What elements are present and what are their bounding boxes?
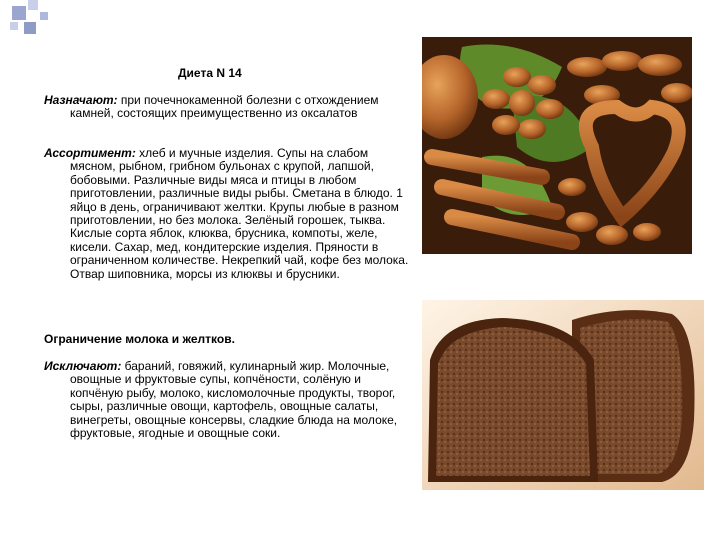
assortment-paragraph xyxy=(44,147,415,281)
assortment-label: Ассортимент: xyxy=(44,146,136,160)
restriction-paragraph: Ограничение молока и желтков. xyxy=(44,332,235,346)
pastries-photo xyxy=(422,37,692,254)
decorative-square xyxy=(24,22,36,34)
page-title: Диета N 14 xyxy=(178,66,242,80)
prescribed-label: Назначают: xyxy=(44,93,118,107)
excluded-label: Исключают: xyxy=(44,359,122,373)
decorative-square xyxy=(28,0,38,10)
rye-bread-illustration xyxy=(422,300,704,490)
pastries-illustration xyxy=(422,37,692,254)
prescribed-text: при почечнокаменной болезни с отхождением камней, состоящих преимущественно из оксалатов xyxy=(70,93,379,121)
excluded-paragraph xyxy=(44,360,415,440)
prescribed-paragraph xyxy=(44,94,415,121)
decorative-square xyxy=(10,22,18,30)
excluded-text: бараний, говяжий, кулинарный жир. Молочные, овощные и фруктовые супы, копчёности, солёную и копчёную рыбу, молоко, кисломолочные продукты, творог, сыры, различные овощи, картофель, овощные салаты, винегреты, овощные консервы, сладкие блюда на молоке, фруктовые, ягодные и овощные соки. xyxy=(70,359,398,441)
decorative-square xyxy=(40,12,48,20)
decorative-square xyxy=(12,6,26,20)
assortment-text: хлеб и мучные изделия. Супы на слабом мясном, рыбном, грибном бульонах с крупой, лапшой, бобовыми. Различные виды мяса и птицы в любом приготовлении, различные виды рыбы. Сметана в блюдо. 1 яйцо в день, ограничивают желтки. Крупы любые в разном приготовлении, но без молока. Зелёный горошек, тыква. Кислые сорта яблок, клюква, брусника, компоты, желе, кисели. Сахар, мед, кондитерские изделия. Пряности в ограниченном количестве. Некрепкий чай, кофе без молока. Отвар шиповника, морсы из клюквы и брусники. xyxy=(70,146,409,281)
rye-bread-photo xyxy=(422,300,704,490)
